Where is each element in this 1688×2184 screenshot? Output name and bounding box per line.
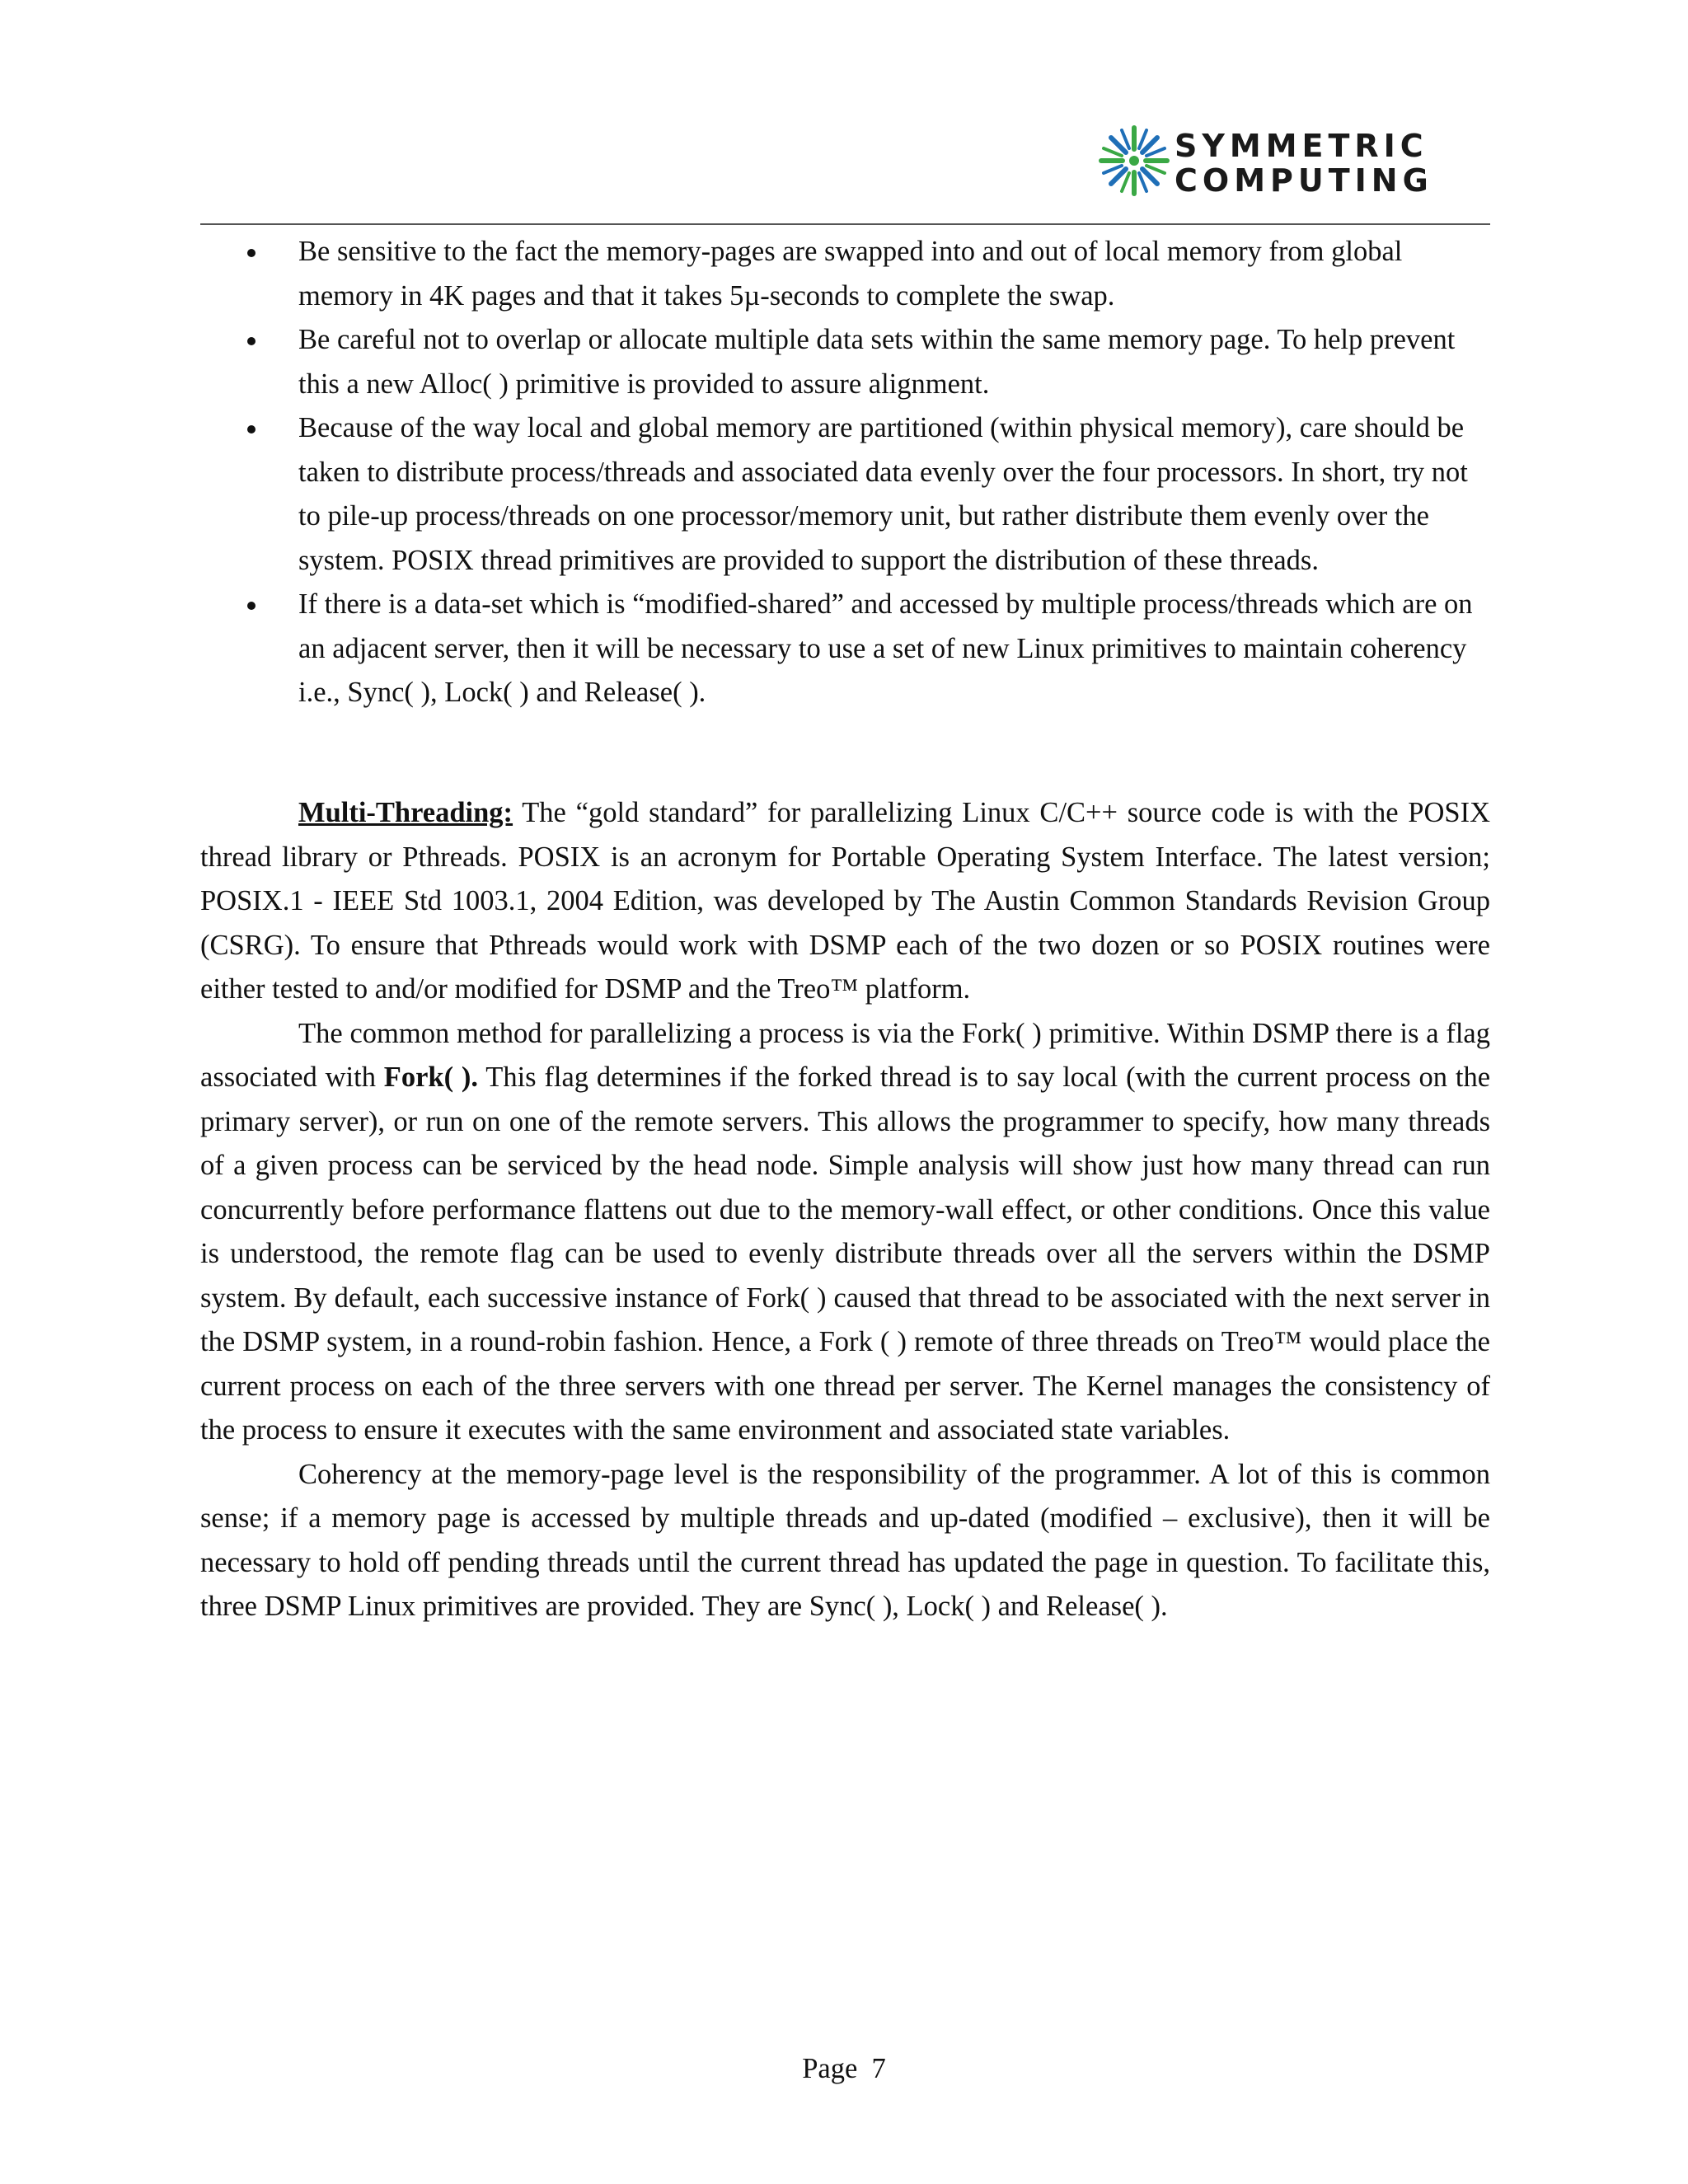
- list-item: [200, 230, 1490, 318]
- list-item: [200, 583, 1490, 715]
- symmetric-computing-logo: [1099, 125, 1478, 196]
- bullet-icon: [247, 249, 256, 257]
- logo-text-line1: SYMMETRIC: [1175, 128, 1428, 164]
- list-item: [200, 318, 1490, 406]
- paragraph-coherency: [200, 1453, 1490, 1629]
- list-item-text: Be careful not to overlap or allocate multiple data sets within the same memory page. To help prevent this a new Alloc( ) primitive is provided to assure alignment.: [298, 324, 1456, 400]
- bullet-icon: [247, 425, 256, 434]
- list-item: [200, 406, 1490, 583]
- bullet-list: [200, 230, 1490, 715]
- page-footer: [0, 2048, 1688, 2089]
- company-logo: [1099, 125, 1478, 196]
- list-item-text: Be sensitive to the fact the memory-pages are swapped into and out of local memory from global memory in 4K pages and that it takes 5µ-seconds to complete the swap.: [298, 236, 1403, 312]
- body-text: [200, 791, 1490, 1629]
- fork-emphasis: Fork( ).: [383, 1062, 479, 1093]
- paragraph-text: The common method for parallelizing a process is via the Fork( ) primitive. Within DSMP there is a flag associated with: [200, 1017, 1490, 1093]
- logo-text-line2: COMPUTING: [1175, 162, 1433, 196]
- bullet-icon: [247, 337, 256, 345]
- paragraph-text: This flag determines if the forked thread is to say local (with the current process on the primary server), or run on one of the remote servers. This allows the programmer to specify, how many threads of a given process can be serviced by the head node. Simple analysis will show just how many thread can run concurrently before performance flattens out due to the memory-wall effect, or other conditions. Once this value is understood, the remote flag can be used to evenly distribute threads over all the servers within the DSMP system. By default, each successive instance of Fork( ) caused that thread to be associated with the next server in the DSMP system, in a round-robin fashion. Hence, a Fork ( ) remote of three threads on Treo™ would place the current process on each of the three servers with one thread per server. The Kernel manages the consistency of the process to ensure it executes with the same environment and associated state variables.: [200, 1062, 1491, 1446]
- sunburst-icon: [1101, 128, 1167, 194]
- page-number: Page 7: [802, 2053, 886, 2084]
- header-divider: [200, 223, 1490, 225]
- bullet-icon: [247, 602, 256, 610]
- paragraph-multithreading: [200, 791, 1490, 1012]
- paragraph-text: Coherency at the memory-page level is the responsibility of the programmer. A lot of this is common sense; if a memory page is accessed by multiple threads and up-dated (modified – exclusive), then it will be necessary to hold off pending threads until the current thread has updated the page in question. To facilitate this, three DSMP Linux primitives are provided. They are Sync( ), Lock( ) and Release( ).: [200, 1458, 1490, 1622]
- paragraph-text: The “gold standard” for parallelizing Linux C/C++ source code is with the POSIX thread library or Pthreads. POSIX is an acronym for Portable Operating System Interface. The latest version; POSIX.1 - IEEE Std 1003.1, 2004 Edition, was developed by The Austin Common Standards Revision Group (CSRG). To ensure that Pthreads would work with DSMP each of the two dozen or so POSIX routines were either tested to and/or modified for DSMP and the Treo™ platform.: [200, 797, 1490, 1005]
- list-item-text: Because of the way local and global memory are partitioned (within physical memory), care should be taken to distribute process/threads and associated data evenly over the four processors. In short, try not to pile-up process/threads on one processor/memory unit, but rather distribute them evenly over the system. POSIX thread primitives are provided to support the distribution of these threads.: [298, 412, 1468, 576]
- section-heading: Multi-Threading:: [298, 797, 513, 828]
- list-item-text: If there is a data-set which is “modified-shared” and accessed by multiple process/threads which are on an adjacent server, then it will be necessary to use a set of new Linux primitives to maintain coherency i.e., Sync( ), Lock( ) and Release( ).: [298, 588, 1473, 708]
- paragraph-fork: [200, 1012, 1490, 1453]
